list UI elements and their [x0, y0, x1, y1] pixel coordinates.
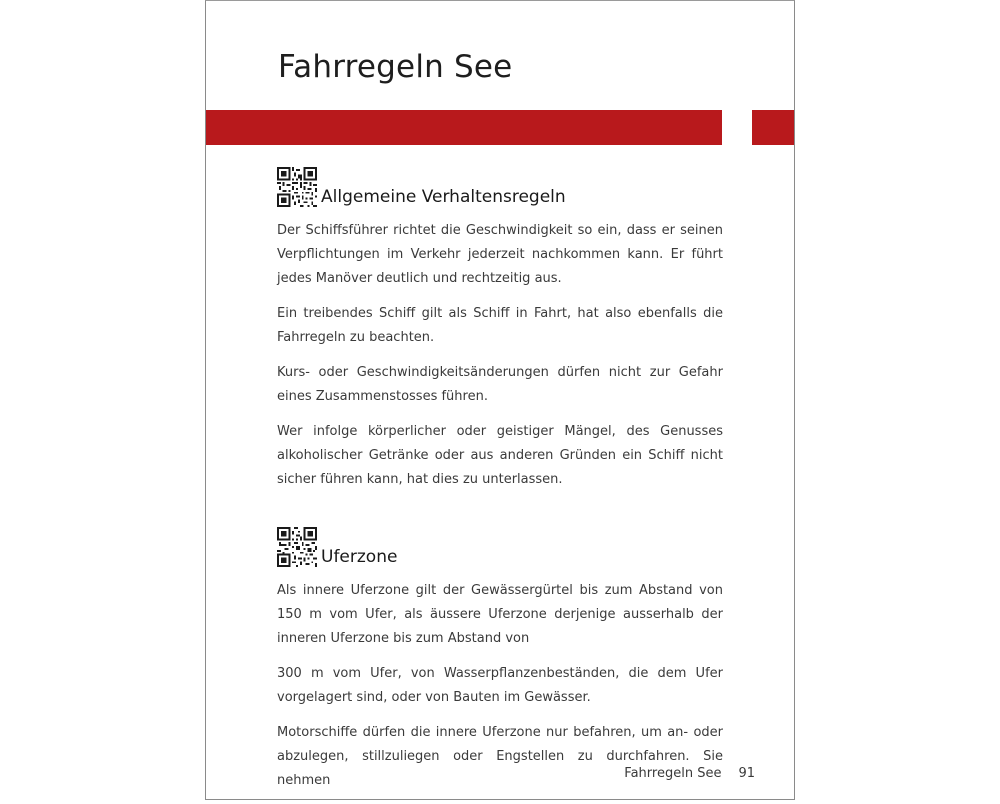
paragraph: Kurs- oder Geschwindigkeitsänderungen dürfen nicht zur Gefahr eines Zusammenstosses führen.: [277, 365, 723, 404]
page-footer: [624, 766, 755, 781]
paragraph: Wer infolge körperlicher oder geistiger Mängel, des Genusses alkoholischer Getränke oder aus anderen Gründen ein Schiff nicht sicher führen kann, hat dies zu unterlassen.: [277, 424, 723, 487]
page-number: 91: [738, 766, 755, 781]
chapter-title: Fahrregeln See: [278, 49, 513, 85]
running-title: Fahrregeln See: [624, 766, 722, 781]
section-heading: [277, 163, 723, 207]
section-general-rules: [277, 163, 723, 492]
paragraph: Ein treibendes Schiff gilt als Schiff in Fahrt, hat also ebenfalls die Fahrregeln zu beachten.: [277, 306, 723, 345]
qr-code-icon[interactable]: [277, 527, 317, 567]
book-page: [205, 0, 795, 800]
page-content: [277, 163, 723, 804]
qr-code-icon[interactable]: [277, 167, 317, 207]
paragraph: Motorschiffe dürfen die innere Uferzone nur befahren, um an- oder abzulegen, stillzuliegen oder Engstellen zu durchfahren. Sie nehmen: [277, 725, 723, 788]
section-shore-zone: [277, 523, 723, 793]
paragraph: Als innere Uferzone gilt der Gewässergürtel bis zum Abstand von 150 m vom Ufer, als äussere Uferzone derjenige ausserhalb der inneren Uferzone bis zum Abstand von: [277, 583, 723, 646]
section-title: Uferzone: [321, 547, 398, 567]
section-title: Allgemeine Verhaltensregeln: [321, 187, 566, 207]
chapter-thumb-tab: [752, 110, 794, 145]
paragraph: 300 m vom Ufer, von Wasserpflanzenbeständen, die dem Ufer vorgelagert sind, oder von Bauten im Gewässer.: [277, 666, 723, 705]
section-heading: [277, 523, 723, 567]
paragraph: Der Schiffsführer richtet die Geschwindigkeit so ein, dass er seinen Verpflichtungen im Verkehr jederzeit nachkommen kann. Er führt jedes Manöver deutlich und rechtzeitig aus.: [277, 223, 723, 286]
chapter-accent-bar: [206, 110, 722, 145]
